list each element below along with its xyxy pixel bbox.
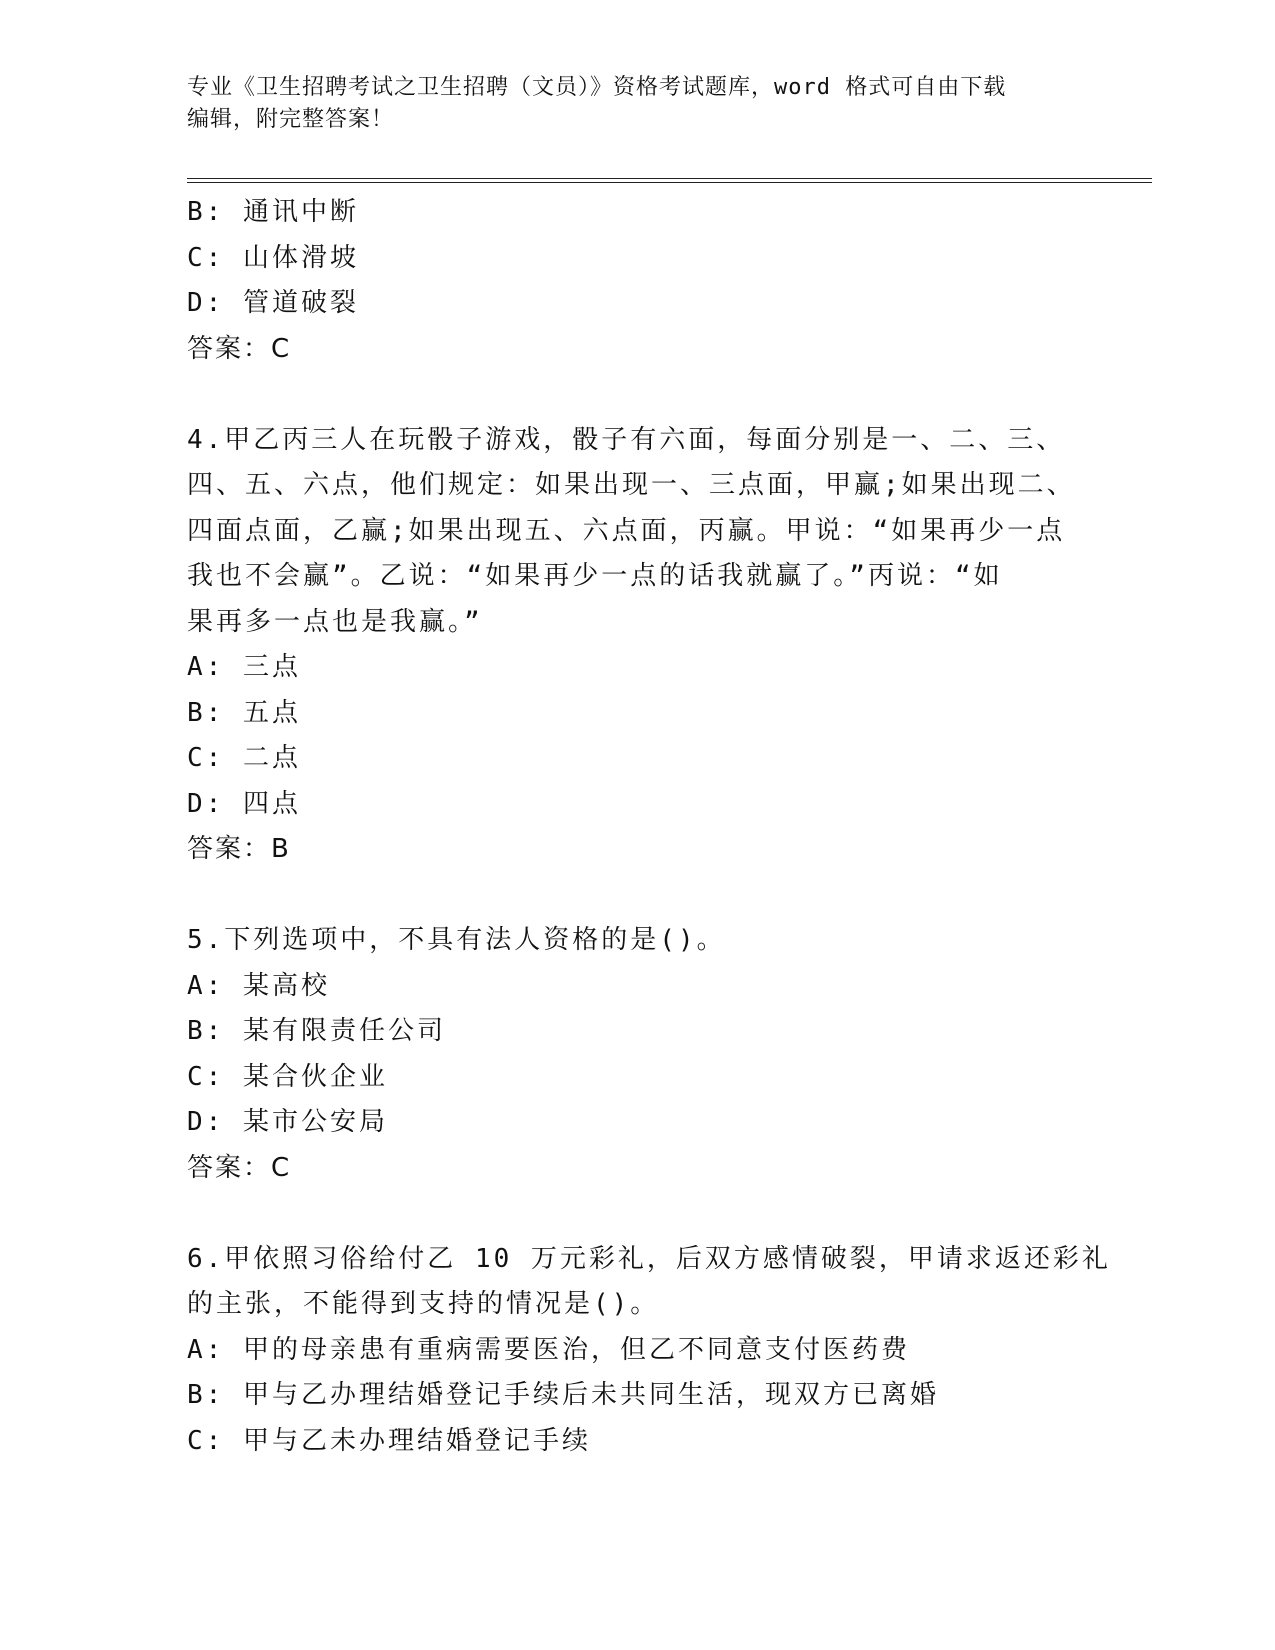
option-c: C: 甲与乙未办理结婚登记手续 [187, 1425, 591, 1456]
option-b: B: 通讯中断 [187, 197, 359, 227]
question-5 [187, 918, 1087, 1191]
answer: 答案：C [187, 1152, 292, 1183]
answer: 答案：C [187, 333, 292, 364]
question-stem-line: 四面点面，乙赢;如果出现五、六点面，丙赢。甲说：“如果再少一点 [187, 515, 1066, 546]
option-d: D: 管道破裂 [187, 288, 359, 318]
option-b: B: 甲与乙办理结婚登记手续后未共同生活，现双方已离婚 [187, 1380, 939, 1410]
question-4 [187, 418, 1087, 873]
header-rule-top [187, 178, 1152, 179]
option-c: C: 山体滑坡 [187, 242, 359, 273]
question-stem-line: 4.甲乙丙三人在玩骰子游戏，骰子有六面，每面分别是一、二、三、 [187, 424, 1066, 455]
option-d: D: 四点 [187, 788, 301, 819]
option-b: B: 某有限责任公司 [187, 1016, 446, 1046]
option-c: C: 二点 [187, 743, 301, 773]
option-c: C: 某合伙企业 [187, 1061, 388, 1092]
header-line-2: 编辑，附完整答案！ [187, 107, 395, 132]
question-content [187, 190, 1111, 1464]
question-stem-line: 四、五、六点，他们规定：如果出现一、三点面，甲赢;如果出现二、 [187, 470, 1076, 500]
document-header [187, 72, 1087, 136]
header-rule-bottom [187, 182, 1152, 183]
option-b: B: 五点 [187, 697, 301, 728]
header-line-1: 专业《卫生招聘考试之卫生招聘（文员）》资格考试题库，word 格式可自由下载 [187, 75, 1007, 100]
spacer [187, 372, 1087, 418]
question-stem-line: 果再多一点也是我赢。” [187, 606, 483, 637]
question-stem-line: 5.下列选项中，不具有法人资格的是()。 [187, 925, 726, 955]
question-stem-line: 我也不会赢”。乙说：“如果再少一点的话我就赢了。”丙说：“如 [187, 561, 1003, 591]
spacer [187, 1191, 1087, 1237]
option-a: A: 甲的母亲患有重病需要医治，但乙不同意支付医药费 [187, 1334, 910, 1365]
spacer [187, 873, 1087, 919]
answer: 答案：B [187, 834, 291, 864]
option-d: D: 某市公安局 [187, 1107, 388, 1137]
option-a: A: 三点 [187, 652, 301, 682]
question-stem-line: 6.甲依照习俗给付乙 10 万元彩礼，后双方感情破裂，甲请求返还彩礼 [187, 1243, 1111, 1274]
option-a: A: 某高校 [187, 970, 330, 1001]
question-3 [187, 190, 1087, 372]
question-stem-line: 的主张，不能得到支持的情况是()。 [187, 1289, 660, 1319]
question-6 [187, 1237, 1111, 1465]
